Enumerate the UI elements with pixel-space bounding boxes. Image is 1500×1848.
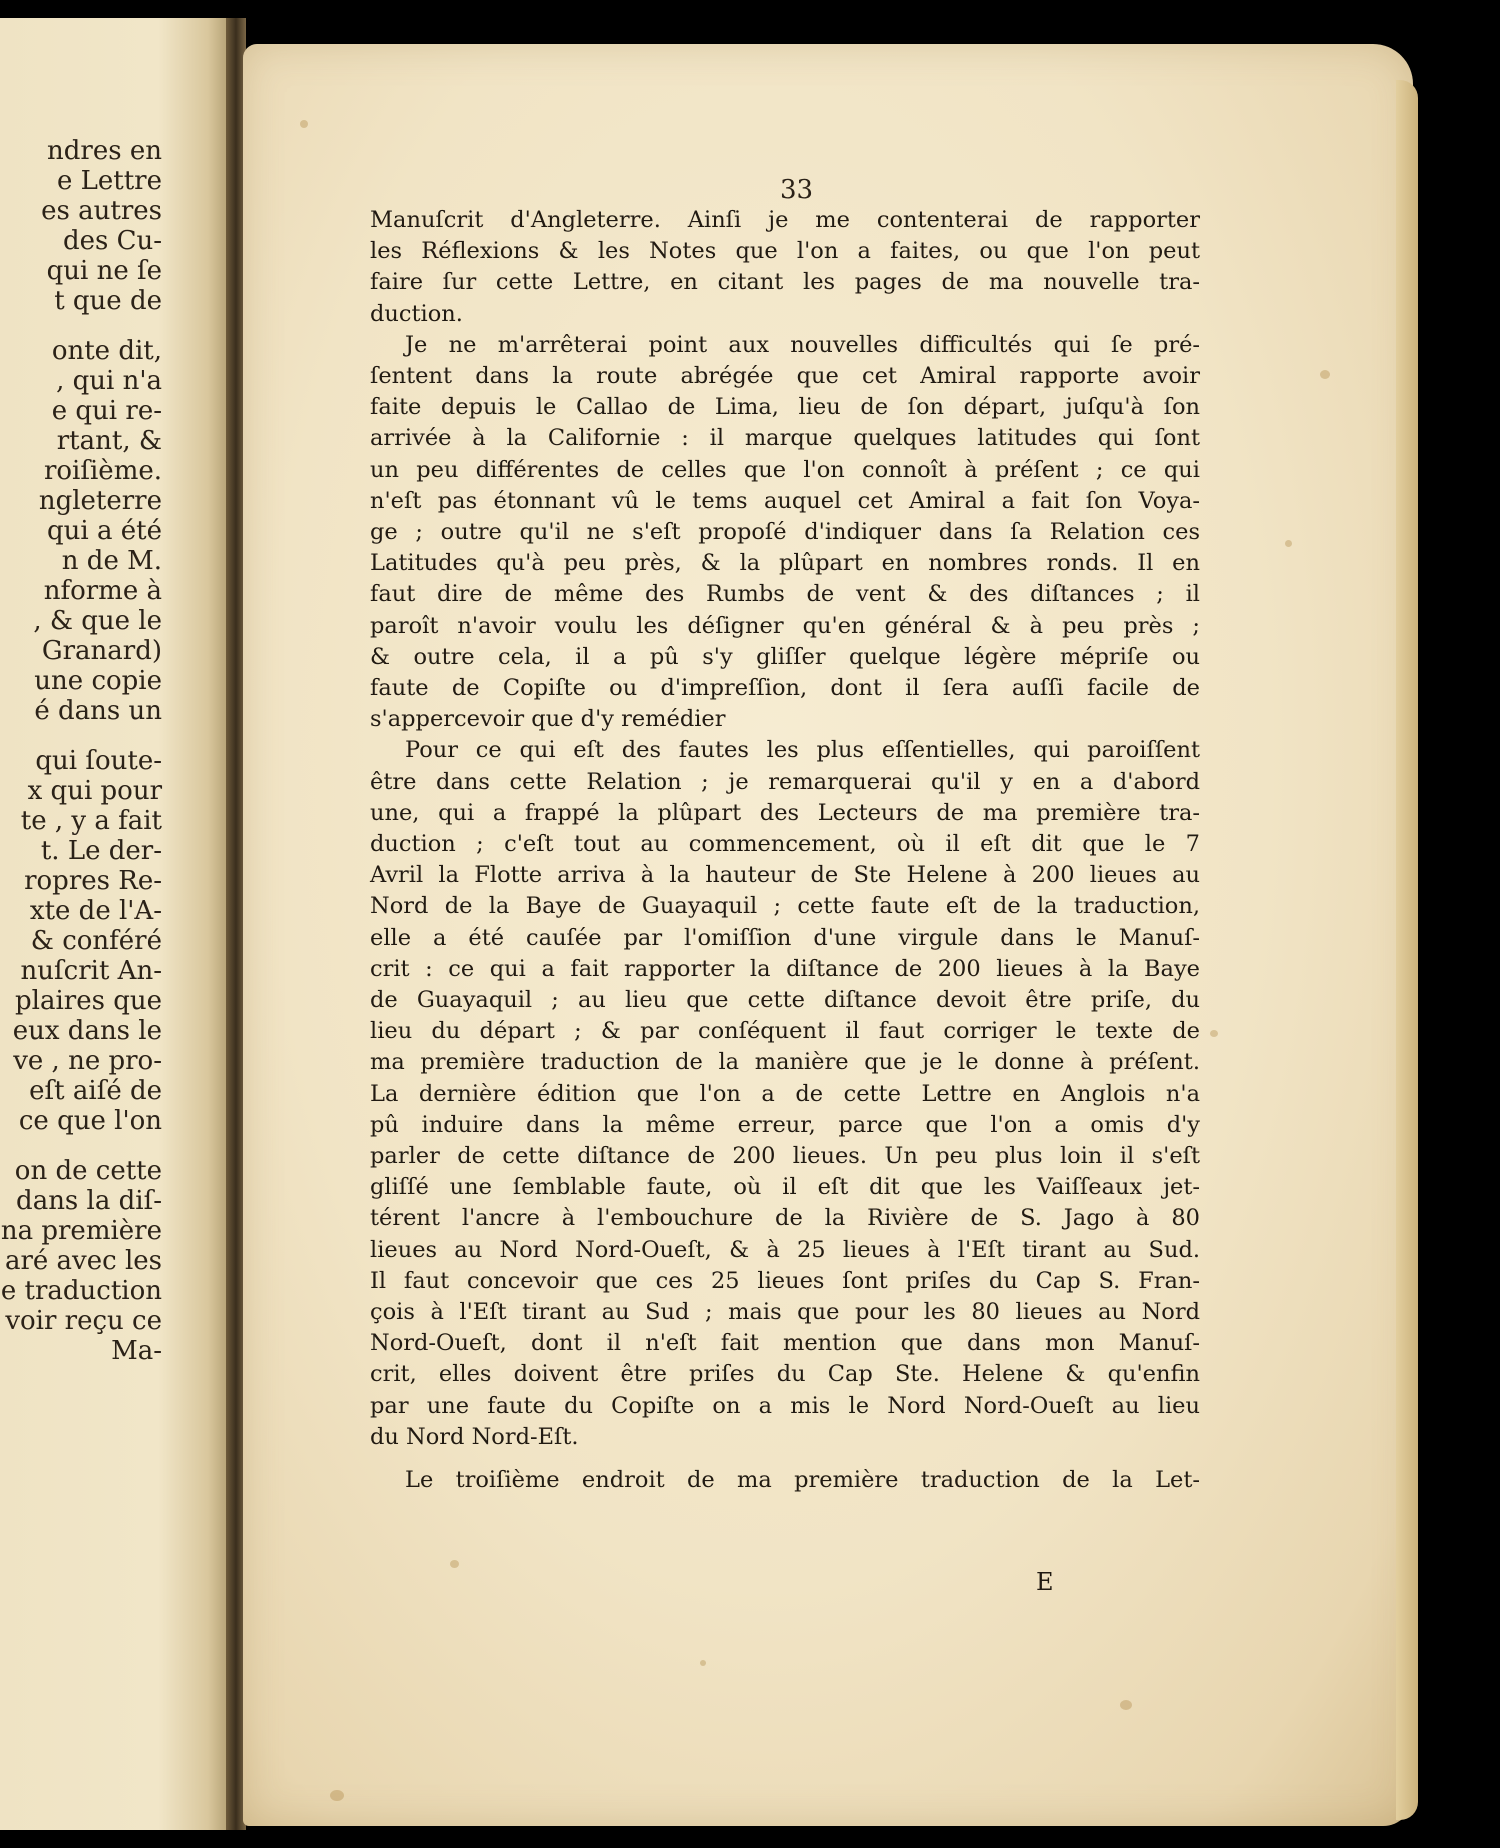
left-page-line: nuſcrit An-: [20, 956, 162, 986]
left-page-line: xte de l'A-: [29, 896, 162, 926]
left-page-line: nforme à: [43, 576, 162, 606]
left-page: [0, 18, 226, 1830]
text-line: une, qui a frappé la plûpart des Lecteurs de ma première tra-: [370, 799, 1200, 826]
left-page-line: voir reçu ce: [5, 1306, 162, 1336]
foxing-spot: [450, 1560, 459, 1568]
text-line: n'eſt pas étonnant vû le tems auquel cet Amiral a fait ſon Voya-: [370, 487, 1200, 514]
left-page-line: x qui pour: [27, 776, 162, 806]
left-page-line: ndres en: [47, 136, 162, 166]
left-page-line: qui a été: [47, 516, 162, 546]
text-line: ma première traduction de la manière que je le donne à préſent.: [370, 1049, 1200, 1076]
text-line: & outre cela, il a pû s'y gliſſer quelque légère mépriſe ou: [370, 643, 1200, 670]
left-page-line: & conféré: [30, 926, 162, 956]
left-page-line: é dans un: [34, 696, 162, 726]
left-page-line: ropres Re-: [24, 866, 162, 896]
page-edge: [1396, 80, 1418, 1820]
text-line: du Nord Nord-Eſt.: [370, 1423, 579, 1450]
text-line: Pour ce qui eſt des fautes les plus eſſentielles, qui paroiſſent: [405, 737, 1200, 764]
text-line: La dernière édition que l'on a de cette Lettre en Anglois n'a: [370, 1080, 1200, 1107]
left-page-line: ve , ne pro-: [13, 1046, 162, 1076]
text-line: paroît n'avoir voulu les déſigner qu'en général & à peu près ;: [370, 612, 1200, 639]
text-line: çois à l'Eſt tirant au Sud ; mais que pour les 80 lieues au Nord: [370, 1299, 1200, 1325]
signature-mark: E: [1036, 1568, 1054, 1596]
left-page-line: qui ſoute-: [35, 746, 162, 776]
left-page-line: rtant, &: [56, 426, 162, 456]
left-page-line: e traduction: [0, 1276, 162, 1306]
left-page-line: t. Le der-: [40, 836, 162, 866]
text-line: faite depuis le Callao de Lima, lieu de ſon départ, juſqu'à ſon: [370, 394, 1200, 421]
left-page-line: une copie: [34, 666, 162, 696]
left-page-line: Ma-: [111, 1336, 162, 1366]
left-page-line: , & que le: [33, 606, 162, 636]
text-line: Nord-Oueſt, dont il n'eſt fait mention que dans mon Manuſ-: [370, 1330, 1200, 1357]
foxing-spot: [700, 1660, 706, 1666]
left-page-line: es autres: [41, 196, 162, 226]
text-line: elle a été cauſée par l'omiſſion d'une virgule dans le Manuſ-: [370, 924, 1200, 951]
text-line: faut dire de même des Rumbs de vent & des diſtances ; il: [370, 581, 1200, 608]
left-page-line: e Lettre: [56, 166, 162, 196]
text-line: parler de cette diſtance de 200 lieues. Un peu plus loin il s'eſt: [370, 1143, 1200, 1169]
left-page-line: onte dit,: [51, 336, 162, 366]
page-number: 33: [780, 175, 814, 205]
text-line: de Guayaquil ; au lieu que cette diſtance devoit être priſe, du: [370, 987, 1200, 1013]
left-page-line: dans la diſ-: [16, 1186, 162, 1216]
text-line: les Réflexions & les Notes que l'on a faites, ou que l'on peut: [370, 238, 1200, 265]
left-page-line: Granard): [41, 636, 162, 666]
foxing-spot: [300, 120, 308, 128]
text-line: par une faute du Copiſte on a mis le Nord Nord-Oueſt au lieu: [370, 1392, 1200, 1419]
text-line: être dans cette Relation ; je remarquerai qu'il y en a d'abord: [370, 768, 1200, 795]
text-line: crit, elles doivent être priſes du Cap Ste. Helene & qu'enfin: [370, 1361, 1200, 1388]
foxing-spot: [1120, 1700, 1132, 1710]
text-line: lieu du départ ; & par conſéquent il faut corriger le texte de: [370, 1018, 1200, 1045]
left-page-line: eſt aiſé de: [29, 1076, 162, 1106]
text-line: un peu différentes de celles que l'on connoît à préſent ; ce qui: [370, 456, 1200, 483]
left-page-line: e qui re-: [51, 396, 162, 426]
left-page-line: eux dans le: [12, 1016, 162, 1046]
text-line: duction ; c'eſt tout au commencement, où il eſt dit que le 7: [370, 831, 1200, 857]
text-line: Je ne m'arrêterai point aux nouvelles difficultés qui ſe pré-: [405, 331, 1200, 358]
left-page-line: ce que l'on: [18, 1106, 162, 1136]
left-page-line: aré avec les: [4, 1246, 162, 1276]
text-line: ge ; outre qu'il ne s'eſt propoſé d'indiquer dans ſa Relation ces: [370, 519, 1200, 545]
left-page-line: roiſième.: [43, 456, 162, 486]
text-line: crit : ce qui a fait rapporter la diſtance de 200 lieues à la Baye: [370, 955, 1200, 982]
left-page-line: ngleterre: [38, 486, 162, 516]
text-line: faute de Copiſte ou d'impreſſion, dont il ſera auſſi facile de: [370, 675, 1200, 701]
text-line: arrivée à la Californie : il marque quelques latitudes qui ſont: [370, 425, 1200, 452]
left-page-line: , qui n'a: [56, 366, 162, 396]
text-line: térent l'ancre à l'embouchure de la Rivière de S. Jago à 80: [370, 1205, 1200, 1232]
text-line: s'appercevoir que d'y remédier: [370, 706, 726, 733]
left-page-line: t que de: [54, 286, 162, 316]
text-line: Avril la Flotte arriva à la hauteur de Ste Helene à 200 lieues au: [370, 862, 1200, 889]
foxing-spot: [330, 1790, 344, 1801]
left-page-line: na première: [0, 1216, 162, 1246]
text-line: Le troiſième endroit de ma première traduction de la Let-: [405, 1467, 1200, 1493]
text-line: faire ſur cette Lettre, en citant les pages de ma nouvelle tra-: [370, 269, 1200, 296]
text-line: gliſſé une ſemblable faute, où il eſt dit que les Vaiſſeaux jet-: [370, 1174, 1200, 1201]
text-line: pû induire dans la même erreur, parce que l'on a omis d'y: [370, 1111, 1200, 1138]
text-line: Manuſcrit d'Angleterre. Ainſi je me contenterai de rapporter: [370, 207, 1200, 233]
text-line: Il faut concevoir que ces 25 lieues ſont priſes du Cap S. Fran-: [370, 1267, 1200, 1294]
foxing-spot: [1285, 540, 1292, 547]
text-line: ſentent dans la route abrégée que cet Amiral rapporte avoir: [370, 363, 1200, 389]
foxing-spot: [1320, 370, 1330, 379]
text-line: duction.: [370, 300, 463, 327]
text-line: Nord de la Baye de Guayaquil ; cette faute eſt de la traduction,: [370, 893, 1200, 920]
foxing-spot: [1210, 1030, 1218, 1037]
left-page-line: qui ne ſe: [46, 256, 162, 286]
text-line: Latitudes qu'à peu près, & la plûpart en nombres ronds. Il en: [370, 550, 1200, 577]
text-line: lieues au Nord Nord-Oueſt, & à 25 lieues à l'Eſt tirant au Sud.: [370, 1236, 1200, 1263]
left-page-line: des Cu-: [62, 226, 162, 256]
left-page-line: plaires que: [15, 986, 162, 1016]
left-page-line: on de cette: [14, 1156, 162, 1186]
left-page-line: te , y a fait: [20, 806, 162, 836]
left-page-line: n de M.: [61, 546, 162, 576]
